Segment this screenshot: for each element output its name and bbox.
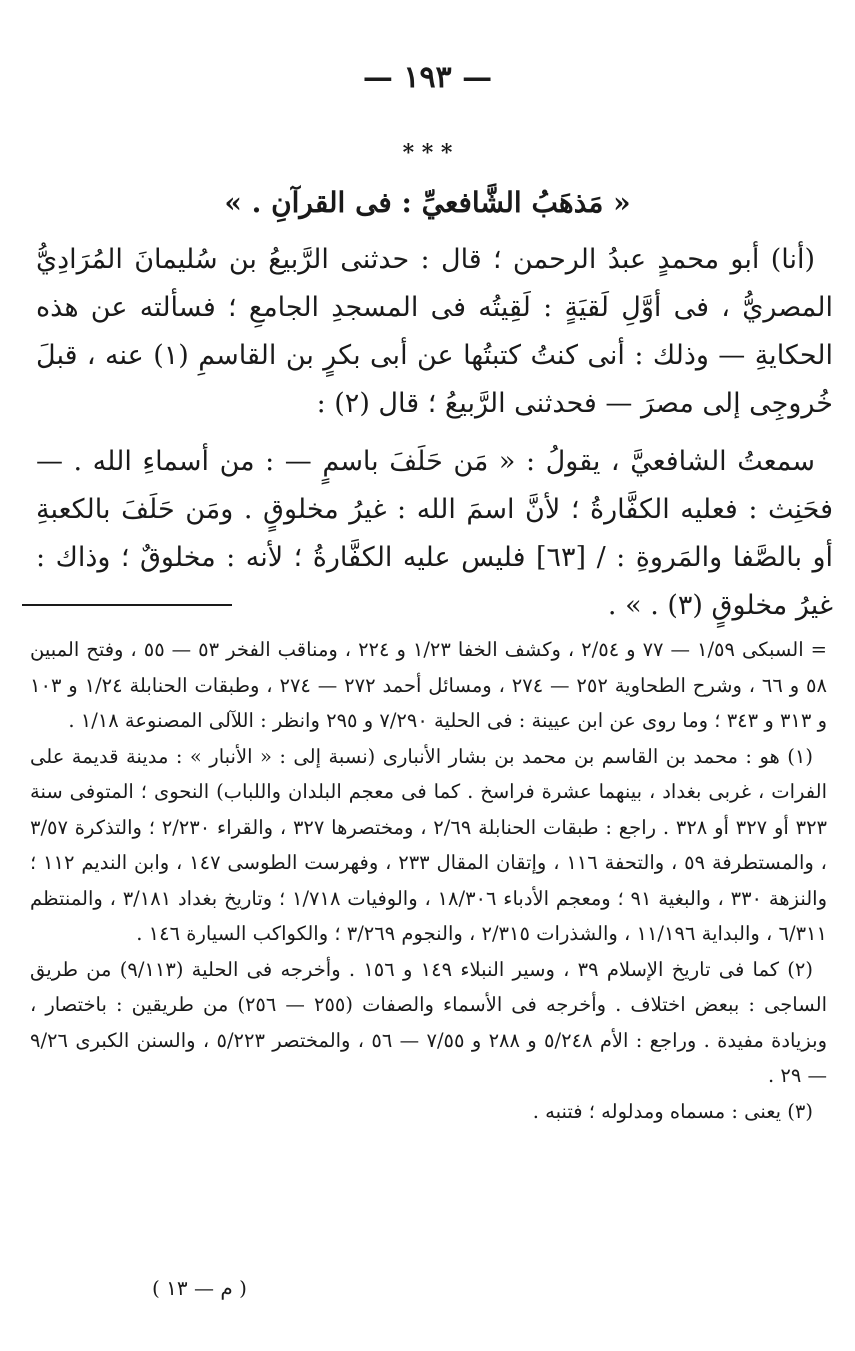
footnote-2: (٢) كما فى تاريخ الإسلام ٣٩ ، وسير النبلاء ١٤٩ و ١٥٦ . وأخرجه فى الحلية (٩/١١٣) من طريق الساجى : ببعض اختلاف . وأخرجه فى الأسماء والصفات (٢٥٥ — ٢٥٦) من طريقين : باختصار ، وبزيادة مفيدة . وراجع : الأم ٥/٢٤٨ و ٢٨٨ و ٧/٥٥ — ٥٦ ، والمختصر ٥/٢٢٣ ، والسنن الكبرى ٩/٢٦ — ٢٩ . — [30, 957, 827, 1087]
signature-mark: ( م — ١٣ ) — [152, 1276, 247, 1300]
paragraph-narration: (أنا) أبو محمدٍ عبدُ الرحمن ؛ قال : حدثنى الرَّبيعُ بن سُليمانَ المُرَادِيُّ المصريُّ ، فى أوَّلِ لَقيَةٍ : لَقِيتُه فى المسجدِ الجامعِ ؛ فسألته عن هذه الحكايةِ — وذلك : أنى كنتُ كتبتُها عن أبى بكرٍ بن القاسمِ (١) عنه ، قبلَ خُروجِى إلى مصرَ — فحدثنى الرَّبيعُ ؛ قال (٢) : — [36, 244, 833, 419]
section-ornament: * * * — [402, 140, 453, 166]
page-number: — ١٩٣ — — [362, 60, 493, 95]
footnote-3: (٣) يعنى : مسماه ومدلوله ؛ فتنبه . — [532, 1099, 813, 1123]
footnotes — [30, 632, 827, 1129]
paragraph-quote: سمعتُ الشافعيَّ ، يقولُ : « مَن حَلَفَ باسمٍ — : من أسماءِ الله . — فحَنِث : فعليه الكفَّارةُ ؛ لأنَّ اسمَ الله : غيرُ مخلوقٍ . ومَن حَلَفَ بالكعبةِ أو بالصَّفا والمَروةِ : / [٦٣] فليس عليه الكفَّارةُ ؛ لأنه : مخلوقٌ ؛ وذاك : غيرُ مخلوقٍ (٣) . » . — [36, 446, 833, 621]
main-text — [36, 236, 833, 638]
section-heading: « مَذهَبُ الشَّافعيِّ : فى القرآنِ . » — [224, 186, 631, 219]
footnote-continuation: = السبكى ١/٥٩ — ٧٧ و ٢/٥٤ ، وكشف الخفا ١/٢٣ و ٢٢٤ ، ومناقب الفخر ٥٣ — ٥٥ ، وفتح المبين ٥٨ و ٦٦ ، وشرح الطحاوية ٢٥٢ — ٢٧٤ ، ومسائل أحمد ٢٧٢ — ٢٧٤ ، وطبقات الحنابلة ١/٢٤ و ١٠٣ و ٣١٣ و ٣٤٣ ؛ وما روى عن ابن عيينة : فى الحلية ٧/٢٩٠ و ٢٩٥ وانظر : اللآلى المصنوعة ١/١٨ . — [30, 638, 827, 732]
footnote-1: (١) هو : محمد بن القاسم بن محمد بن بشار الأنبارى (نسبة إلى : « الأنبار » : مدينة قديمة على الفرات ، غربى بغداد ، بينهما عشرة فراسخ . كما فى معجم البلدان واللباب) النحوى ؛ المتوفى سنة ٣٢٣ أو ٣٢٧ أو ٣٢٨ . راجع : طبقات الحنابلة ٢/٦٩ ، ومختصرها ٣٢٧ ، والقراء ٢/٢٣٠ ؛ والتذكرة ٣/٥٧ ، والمستطرفة ٥٩ ، والتحفة ١١٦ ، وإتقان المقال ٢٣٣ ، وفهرست الطوسى ١٤٧ ، وابن النديم ١١٢ ؛ والنزهة ٣٣٠ ، والبغية ٩١ ؛ ومعجم الأدباء ١٨/٣٠٦ ، والوفيات ١/٧١٨ ؛ وتاريخ بغداد ٣/١٨١ ، والمنتظم ٦/٣١١ ، والبداية ١١/١٩٦ ، والشذرات ٢/٣١٥ ، والنجوم ٣/٢٦٩ ؛ والكواكب السيارة ١٤٦ . — [30, 744, 828, 945]
footnote-separator — [22, 604, 232, 606]
